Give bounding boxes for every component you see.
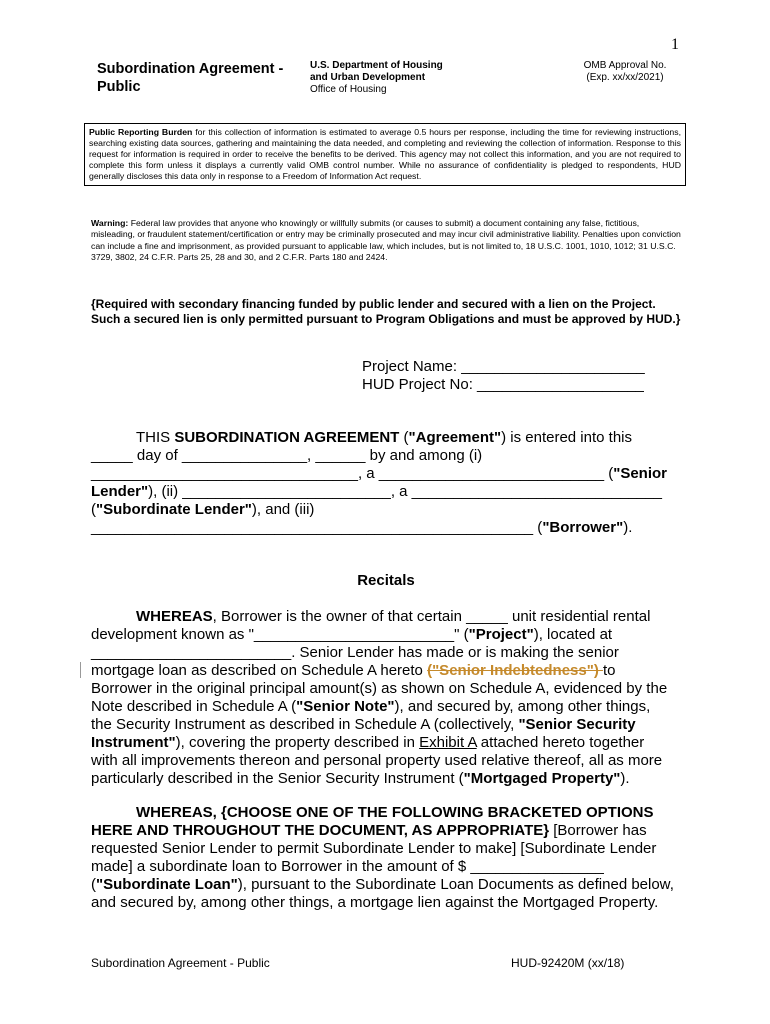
recital1-line-5: Borrower in the original principal amount(s) as shown on Schedule A, evidenced by the <box>91 680 668 697</box>
exhibit-a-link[interactable]: Exhibit A <box>419 734 477 751</box>
recital1-line-8: Instrument"), covering the property described in Exhibit A attached hereto together <box>91 734 645 751</box>
change-bar <box>80 662 81 678</box>
footer-right: HUD-92420M (xx/18) <box>511 956 625 970</box>
recital2-line-3: requested Senior Lender to permit Subordinate Lender to make] [Subordinate Lender <box>91 840 657 857</box>
omb-line-2: (Exp. xx/xx/2021) <box>586 72 664 83</box>
warning-text: Federal law provides that anyone who knowingly or willfully submits (or causes to submit) a document containing any false, fictitious, misleading, or fraudulent statement/certification or entry may be criminally prosecuted and may incur civil administrative liability. Penalties upon conviction can include a fine and imprisonment, as provided pursuant to applicable law, which includes, but is not limited to, 18 U.S.C. 1001, 1010, 1012; 31 U.S.C. 3729, 3802, 24 C.F.R. Parts 25, 28 and 30, and 2 C.F.R. Parts 180 and 2424. <box>91 218 681 263</box>
intro-paragraph <box>91 429 681 537</box>
recital1-line-6: Note described in Schedule A ("Senior Note"), and secured by, among other things, <box>91 698 651 715</box>
recital2-line-2: HERE AND THROUGHOUT THE DOCUMENT, AS APPROPRIATE} [Borrower has <box>91 822 647 839</box>
omb-line-1: OMB Approval No. <box>583 60 667 71</box>
required-note: {Required with secondary financing funded by public lender and secured with a lien on the Project. Such a secured lien is only permitted pursuant to Program Obligations and must be approved by HUD.} <box>91 297 681 326</box>
hud-project-number-field[interactable]: HUD Project No: ____________________ <box>362 376 644 393</box>
intro-line-2: _____ day of _______________, ______ by and among (i) <box>91 447 483 464</box>
warning-label: Warning: <box>91 218 129 228</box>
agency-line-3: Office of Housing <box>310 84 387 95</box>
recital2-line-6: and secured by, among other things, a mortgage lien against the Mortgaged Property. <box>91 894 659 911</box>
recital1-line-7: the Security Instrument as described in Schedule A (collectively, "Senior Security <box>91 716 636 733</box>
recital1-line-3: ________________________. Senior Lender has made or is making the senior <box>91 644 619 661</box>
intro-line-3: ________________________________, a ___________________________ ("Senior <box>91 465 667 482</box>
recital-paragraph-2 <box>91 804 681 912</box>
intro-line-4: Lender"), (ii) _________________________, a ______________________________ <box>91 483 662 500</box>
agency-line-1: U.S. Department of Housing <box>310 60 443 71</box>
recitals-heading: Recitals <box>357 572 415 589</box>
recital1-line-2: development known as "________________________" ("Project"), located at <box>91 626 613 643</box>
intro-line-1: THIS SUBORDINATION AGREEMENT ("Agreement") is entered into this <box>136 429 632 446</box>
recital-paragraph-1 <box>91 608 681 788</box>
project-name-field[interactable]: Project Name: ______________________ <box>362 358 645 375</box>
intro-line-6: _____________________________________________________ ("Borrower"). <box>91 519 633 536</box>
recital2-line-5: ("Subordinate Loan"), pursuant to the Subordinate Loan Documents as defined below, <box>91 876 674 893</box>
document-title: Subordination Agreement - Public <box>97 61 284 95</box>
warning-notice <box>91 218 681 264</box>
footer-left: Subordination Agreement - Public <box>91 956 270 970</box>
recital1-line-1: WHEREAS, Borrower is the owner of that certain _____ unit residential rental <box>136 608 651 625</box>
burden-label: Public Reporting Burden <box>89 127 193 137</box>
agency-block <box>310 60 443 96</box>
recital2-line-4: made] a subordinate loan to Borrower in the amount of $ ________________ <box>91 858 604 875</box>
page-number: 1 <box>671 36 679 53</box>
struck-text: ("Senior Indebtedness") <box>427 662 603 679</box>
omb-block <box>560 60 690 84</box>
recital1-line-4: mortgage loan as described on Schedule A hereto ("Senior Indebtedness") to <box>91 662 616 679</box>
recital2-line-1: WHEREAS, {CHOOSE ONE OF THE FOLLOWING BRACKETED OPTIONS <box>136 804 654 821</box>
burden-text: for this collection of information is estimated to average 0.5 hours per response, including the time for reviewing instructions, searching existing data sources, gathering and maintaining the data needed, and completing and reviewing the collection of information. Response to this request for information is required in order to receive the benefits to be derived. This agency may not collect this information, and you are not required to complete this form unless it displays a currently valid OMB control number. While no assurance of confidentiality is pledged to respondents, HUD generally discloses this data only in response to a Freedom of Information Act request. <box>89 127 681 181</box>
intro-line-5: ("Subordinate Lender"), and (iii) <box>91 501 315 518</box>
recital1-line-9: with all improvements thereon and personal property used relative thereof, all as more <box>91 752 663 769</box>
agency-line-2: and Urban Development <box>310 72 426 83</box>
recital1-line-10: particularly described in the Senior Security Instrument ("Mortgaged Property"). <box>91 770 630 787</box>
public-reporting-burden-box <box>84 123 686 186</box>
